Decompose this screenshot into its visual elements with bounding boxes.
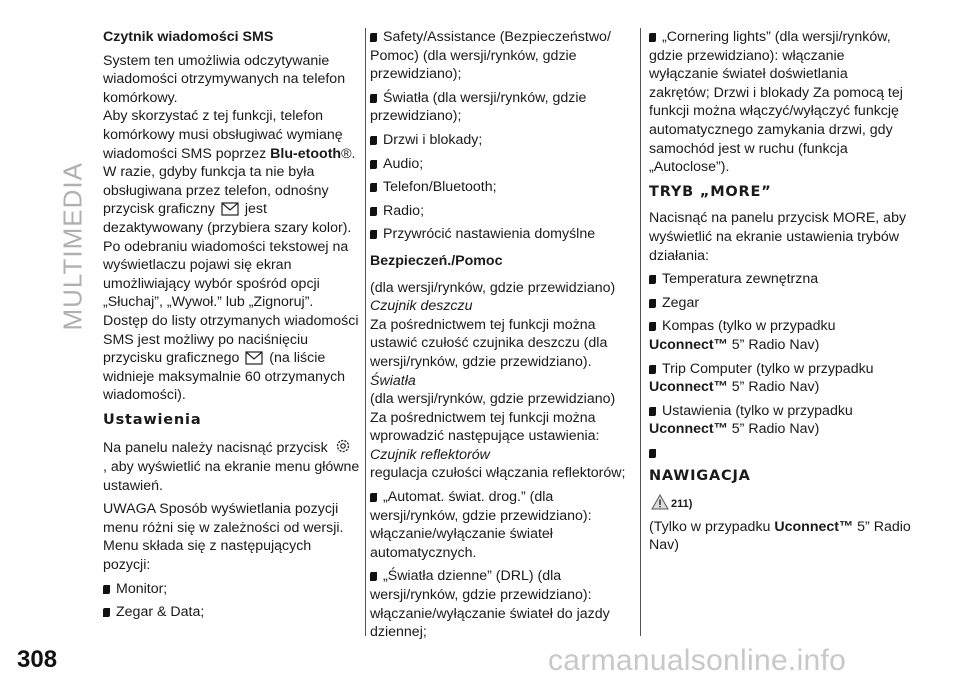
list-item: Kompas (tylko w przypadku Uconnect™ 5” Radio Nav) [649,318,836,353]
paragraph: Dostęp do listy otrzymanych wiadomości SMS jest możliwy po naciśnięciu przycisku graficznego (na liście widnieje maksymalnie 60 otrzymanych wiadomości). [103,312,359,404]
list-item: Drzwi i blokady; [370,131,632,150]
paragraph: System ten umożliwia odczytywanie wiadomości otrzymywanych na telefon komórkowy. [103,52,346,106]
warning-reference: 211) [649,494,911,514]
paragraph: Po odebraniu wiadomości tekstowej na wyświetlaczu pojawi się ekran umożliwiający wybór spośród opcji „Słuchaj”, „Wywoł.” lub „Zignoruj”. [103,238,349,311]
envelope-icon [245,351,263,365]
sms-reader-heading: Czytnik wiadomości SMS [103,29,274,45]
list-item: Telefon/Bluetooth; [370,178,632,197]
list-item: Przywrócić nastawienia domyślne [370,225,632,244]
settings-heading: Ustawienia [103,411,202,428]
list-item: Ustawienia (tylko w przypadku Uconnect™ 5” Radio Nav) [649,402,853,438]
paragraph: Nacisnąć na panelu przycisk MORE, aby wyświetlić na ekranie ustawienia trybów działania: [649,210,907,264]
paragraph: W razie, gdyby funkcja ta nie była obsługiwana przez telefon, odnośny przycisk graficzny jest dezaktywowany (przybiera szary kolor). [103,164,352,236]
watermark: carmanualsonline.info [548,644,847,677]
list-item: „Automat. świat. drog.” (dla wersji/rynków, gdzie przewidziano): włączanie/wyłączanie świateł automatycznych. [370,489,592,561]
list-item: Radio; [370,202,632,221]
list-item: Temperatura zewnętrzna [649,270,911,289]
column-1 [103,28,361,627]
paragraph: (dla wersji/rynków, gdzie przewidziano) [370,279,616,296]
headlight-sensor-subheading: Czujnik reflektorów [370,446,490,463]
envelope-icon [221,202,239,216]
paragraph: regulacja czułości włączania reflektorów; [370,465,626,482]
paragraph: Za pośrednictwem tej funkcji można wprowadzić następujące ustawienia: [370,409,600,445]
list-item-empty [649,444,911,463]
list-item: Światła (dla wersji/rynków, gdzie przewidziano); [370,89,587,125]
paragraph: Aby skorzystać z tej funkcji, telefon komórkowy musi obsługiwać wymianę wiadomości SMS poprzez Blu-etooth®. [103,108,356,162]
paragraph: (dla wersji/rynków, gdzie przewidziano) [370,391,616,408]
paragraph: Na panelu należy nacisnąć przycisk , aby wyświetlić na ekranie menu główne ustawień. [103,437,361,495]
paragraph: (Tylko w przypadku Uconnect™ 5” Radio Nav) [649,518,911,554]
gear-icon [334,437,352,455]
navigation-heading: NAWIGACJA [649,468,751,485]
warning-triangle-icon [651,494,669,510]
list-item: Zegar & Data; [103,603,361,622]
more-mode-heading: TRYB „MORE” [649,183,772,200]
list-item: Audio; [370,155,632,174]
list-item: Zegar [649,294,911,313]
list-item: Safety/Assistance (Bezpieczeństwo/ Pomoc) (dla wersji/rynków, gdzie przewidziano); [370,29,611,83]
list-item: „Światła dzienne” (DRL) (dla wersji/rynków, gdzie przewidziano): włączanie/wyłączanie świateł do jazdy dziennej; [370,568,610,641]
list-item: „Cornering lights” (dla wersji/rynków, gdzie przewidziano): włączanie wyłączanie świateł doświetlania zakrętów; Drzwi i blokady Za pomocą tej funkcji można włączyć/wyłączyć funkcję automatycznego zamykania drzwi, gdy samochód jest w ruchu (funkcja „Autoclose”). [649,29,903,176]
page-number: 308 [17,646,58,673]
section-side-title: MULTIMEDIA [57,162,88,331]
column-3 [649,28,911,555]
lights-subheading: Światła [370,372,416,389]
paragraph: Za pośrednictwem tej funkcji można ustawić czułość czujnika deszczu (dla wersji/rynków, gdzie przewidziano). [370,316,608,370]
column-divider [640,28,641,636]
column-2 [370,28,632,647]
list-item: Monitor; [103,580,361,599]
rain-sensor-subheading: Czujnik deszczu [370,298,473,315]
paragraph: UWAGA Sposób wyświetlania pozycji menu różni się w zależności od wersji. Menu składa się z następujących pozycji: [103,501,344,574]
column-divider [365,28,366,636]
list-item: Trip Computer (tylko w przypadku Uconnect™ 5” Radio Nav) [649,360,874,396]
safety-heading: Bezpieczeń./Pomoc [370,252,503,269]
